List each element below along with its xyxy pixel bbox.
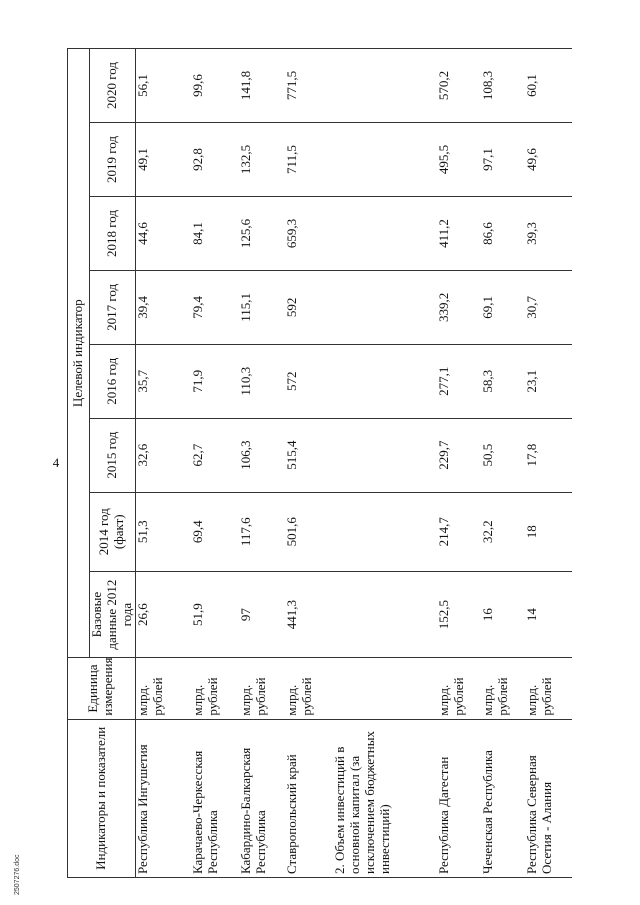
row-value: 56,1 (135, 49, 191, 123)
row-value: 14 (525, 571, 572, 658)
table-row (239, 49, 285, 878)
row-value: 125,6 (239, 197, 285, 271)
row-value: 229,7 (437, 418, 481, 492)
row-value: 32,2 (481, 492, 525, 571)
row-value: 771,5 (285, 49, 333, 123)
row-value (333, 197, 437, 271)
row-value: 141,8 (239, 49, 285, 123)
row-value (333, 123, 437, 197)
header-year-2017: 2017 год (90, 270, 136, 344)
row-value: 39,3 (525, 197, 572, 271)
table-row (481, 49, 525, 878)
row-value: 115,1 (239, 270, 285, 344)
row-label: Республика Северная Осетия - Алания (525, 719, 572, 877)
row-value: 16 (481, 571, 525, 658)
row-value: 711,5 (285, 123, 333, 197)
row-value: 97 (239, 571, 285, 658)
row-value: 51,3 (135, 492, 191, 571)
rotated-table-container (67, 48, 632, 878)
row-value (333, 270, 437, 344)
row-value (333, 492, 437, 571)
row-value (333, 344, 437, 418)
table-body (135, 49, 572, 878)
row-label: Ставропольский край (285, 719, 333, 877)
header-2014-fact: 2014 год (факт) (90, 492, 136, 571)
row-value: 71,9 (191, 344, 239, 418)
row-value: 277,1 (437, 344, 481, 418)
row-value: 51,9 (191, 571, 239, 658)
row-value (333, 49, 437, 123)
row-value: 132,5 (239, 123, 285, 197)
row-value: 495,5 (437, 123, 481, 197)
row-unit: млрд. рублей (191, 658, 239, 719)
row-label: Республика Ингушетия (135, 719, 191, 877)
row-label: 2. Объем инвестиций в основной капитал (за исключением бюджетных инвестиций) (333, 719, 437, 877)
page-number: 4 (52, 455, 60, 470)
header-year-2019: 2019 год (90, 123, 136, 197)
row-value: 35,7 (135, 344, 191, 418)
row-value: 214,7 (437, 492, 481, 571)
table-row (333, 49, 437, 878)
row-label: Кабардино-Балкарская Республика (239, 719, 285, 877)
row-label: Карачаево-Черкесская Республика (191, 719, 239, 877)
row-label: Чеченская Республика (481, 719, 525, 877)
row-unit: млрд. рублей (135, 658, 191, 719)
row-value: 32,6 (135, 418, 191, 492)
table-row (191, 49, 239, 878)
row-value: 572 (285, 344, 333, 418)
row-unit: млрд. рублей (437, 658, 481, 719)
row-value (333, 571, 437, 658)
header-year-2016: 2016 год (90, 344, 136, 418)
row-value: 92,8 (191, 123, 239, 197)
header-target-group: Целевой индикатор (68, 49, 90, 658)
header-year-2020: 2020 год (90, 49, 136, 123)
row-unit: млрд. рублей (285, 658, 333, 719)
row-unit (333, 658, 437, 719)
row-value: 18 (525, 492, 572, 571)
row-value: 108,3 (481, 49, 525, 123)
row-value: 117,6 (239, 492, 285, 571)
row-value: 99,6 (191, 49, 239, 123)
row-value: 84,1 (191, 197, 239, 271)
row-value: 23,1 (525, 344, 572, 418)
row-value: 39,4 (135, 270, 191, 344)
row-value: 49,1 (135, 123, 191, 197)
header-unit: Единица измерения (68, 658, 136, 719)
row-value: 69,1 (481, 270, 525, 344)
row-value: 58,3 (481, 344, 525, 418)
row-value: 69,4 (191, 492, 239, 571)
header-year-2018: 2018 год (90, 197, 136, 271)
row-value: 411,2 (437, 197, 481, 271)
row-label: Республика Дагестан (437, 719, 481, 877)
footer-doc-name: 2507276.doc (14, 854, 21, 895)
row-value: 97,1 (481, 123, 525, 197)
row-value (333, 418, 437, 492)
header-indicator: Индикаторы и показатели (68, 719, 136, 877)
row-value: 60,1 (525, 49, 572, 123)
row-value: 86,6 (481, 197, 525, 271)
row-value: 570,2 (437, 49, 481, 123)
row-value: 106,3 (239, 418, 285, 492)
row-value: 62,7 (191, 418, 239, 492)
row-value: 79,4 (191, 270, 239, 344)
row-value: 339,2 (437, 270, 481, 344)
table-row (135, 49, 191, 878)
row-value: 152,5 (437, 571, 481, 658)
table-row (285, 49, 333, 878)
row-value: 17,8 (525, 418, 572, 492)
row-unit: млрд. рублей (239, 658, 285, 719)
row-value: 659,3 (285, 197, 333, 271)
indicator-table (67, 48, 572, 878)
row-value: 30,7 (525, 270, 572, 344)
row-value: 26,6 (135, 571, 191, 658)
row-value: 501,6 (285, 492, 333, 571)
table-row (525, 49, 572, 878)
header-year-2015: 2015 год (90, 418, 136, 492)
row-value: 50,5 (481, 418, 525, 492)
table-row (437, 49, 481, 878)
row-value: 592 (285, 270, 333, 344)
row-value: 441,3 (285, 571, 333, 658)
row-value: 515,4 (285, 418, 333, 492)
row-unit: млрд. рублей (481, 658, 525, 719)
row-unit: млрд. рублей (525, 658, 572, 719)
row-value: 110,3 (239, 344, 285, 418)
row-value: 44,6 (135, 197, 191, 271)
row-value: 49,6 (525, 123, 572, 197)
header-base-2012: Базовые данные 2012 года (90, 571, 136, 658)
